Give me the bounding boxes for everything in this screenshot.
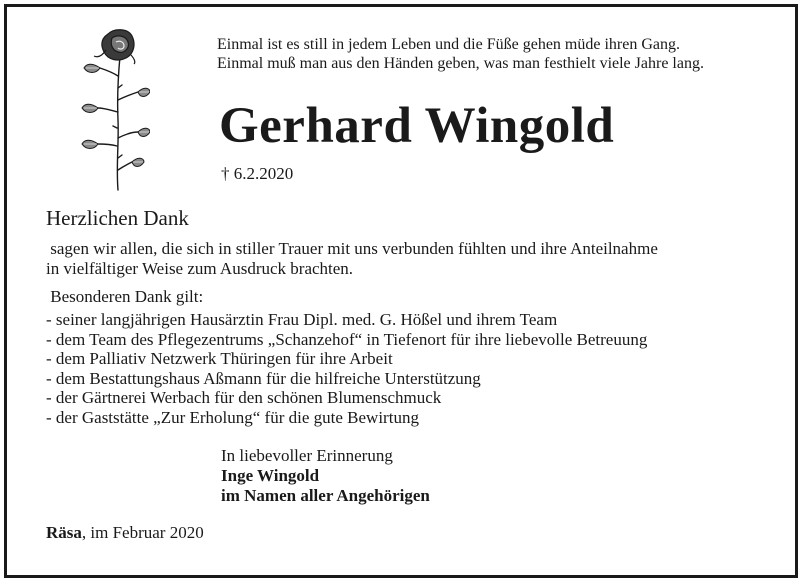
place-date-text: , im Februar 2020 (81, 523, 204, 542)
list-item: - der Gärtnerei Werbach für den schönen Blumenschmuck (46, 388, 442, 408)
poem (217, 35, 704, 73)
poem-line: Einmal muß man aus den Händen geben, was man festhielt viele Jahre lang. (217, 55, 704, 72)
thanks-line: in vielfältiger Weise zum Ausdruck brachten. (46, 259, 354, 278)
rose-icon (80, 28, 150, 196)
list-item: - dem Team des Pflegezentrums „Schanzehof“ in Tiefenort für ihre liebevolle Betreuung (46, 329, 648, 349)
thanks-text (46, 239, 658, 279)
thanks-list (46, 310, 647, 428)
memory-line: In liebevoller Erinnerung (221, 446, 393, 465)
thanks-heading: Herzlichen Dank (46, 206, 189, 230)
list-item: - dem Palliativ Netzwerk Thüringen für ihre Arbeit (46, 349, 393, 369)
place-date (46, 523, 204, 543)
signer-name: Inge Wingold (221, 466, 320, 485)
signoff (221, 446, 430, 506)
poem-line: Einmal ist es still in jedem Leben und die Füße gehen müde ihren Gang. (217, 36, 681, 53)
place-town: Räsa (46, 523, 82, 542)
special-thanks-heading: Besonderen Dank gilt: (46, 287, 204, 306)
list-item: - der Gaststätte „Zur Erholung“ für die gute Bewirtung (46, 407, 419, 427)
deceased-name: Gerhard Wingold (219, 98, 615, 154)
list-item: - seiner langjährigen Hausärztin Frau Dipl. med. G. Hößel und ihrem Team (46, 310, 558, 329)
thanks-line: sagen wir allen, die sich in stiller Trauer mit uns verbunden fühlten und ihre Anteilnahme (46, 239, 658, 258)
list-item: - dem Bestattungshaus Aßmann für die hilfreiche Unterstützung (46, 368, 481, 388)
family-line: im Namen aller Angehörigen (221, 486, 430, 505)
death-date: † 6.2.2020 (221, 164, 294, 183)
